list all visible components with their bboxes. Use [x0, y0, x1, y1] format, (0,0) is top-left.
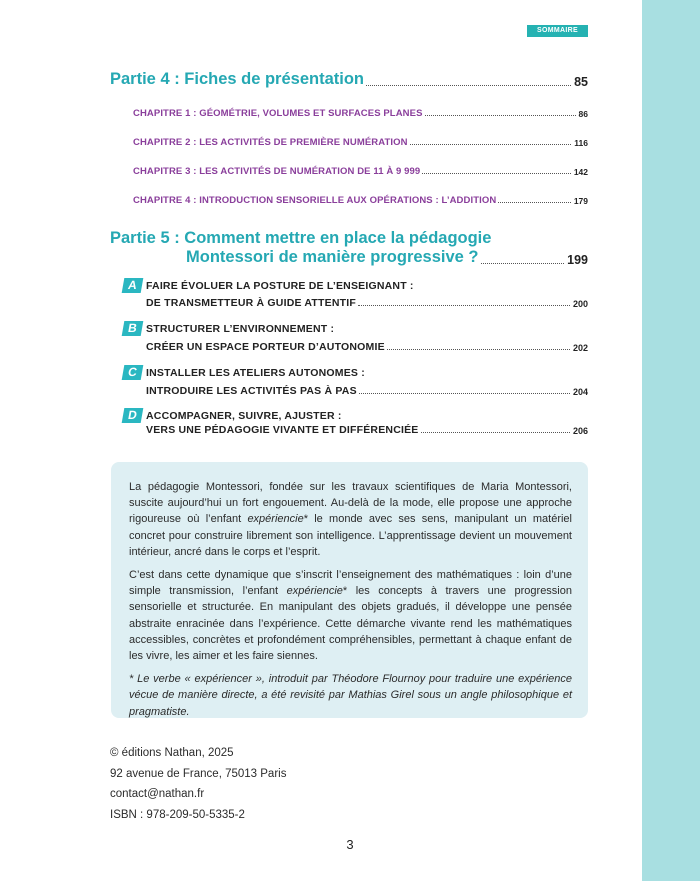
- part4-entry[interactable]: [110, 70, 588, 89]
- chapter-label: CHAPITRE 1 : GÉOMÉTRIE, VOLUMES ET SURFACES PLANES: [133, 108, 423, 119]
- dot-leader: [366, 85, 571, 86]
- intro-p2-text-a: C’est dans cette dynamique que s’inscrit l’enseignement des mathématiques : loin d’une simple transmission, l’enfant: [129, 569, 572, 598]
- dot-leader: [425, 115, 576, 116]
- chapter-entry-4[interactable]: [133, 195, 588, 206]
- section-b-entry[interactable]: [146, 341, 588, 353]
- section-badge-b: B: [122, 321, 144, 336]
- chapter-label: CHAPITRE 3 : LES ACTIVITÉS DE NUMÉRATION DE 11 À 9 999: [133, 166, 421, 177]
- section-page: 206: [572, 426, 588, 436]
- section-b-line2: CRÉER UN ESPACE PORTEUR D’AUTONOMIE: [146, 341, 385, 353]
- chapter-label: CHAPITRE 4 : INTRODUCTION SENSORIELLE AUX OPÉRATIONS : L’ADDITION: [133, 195, 497, 206]
- intro-p2-emphasis: expériencie: [286, 585, 343, 598]
- sommaire-tag: SOMMAIRE: [527, 25, 588, 37]
- address-line: 92 avenue de France, 75013 Paris: [110, 767, 287, 780]
- dot-leader: [359, 393, 570, 394]
- intro-box: [111, 462, 588, 718]
- dot-leader: [498, 202, 571, 203]
- section-a-entry[interactable]: [146, 297, 588, 309]
- dot-leader: [358, 305, 570, 306]
- intro-p2-text-b: * les concepts à travers une progression sensorielle et structurée. En manipulant des objets gradués, il développe une pensée abstraite enracinée dans l’expérience. Cette démarche vivante rend les mathématiques accessibles, concrètes et profondément compréhensibles, permettant à chaque enfant de les vivre, les aimer et les faire siennes.: [129, 585, 572, 663]
- intro-p1-text-b: * le monde avec ses sens, manipulant un matériel concret pour construire librement son intelligence. L’apprentissage devient un mouvement intérieur, ancré dans le corps et l’esprit.: [129, 513, 572, 558]
- part4-title: Partie 4 : Fiches de présentation: [110, 70, 364, 88]
- intro-paragraph-2: [129, 567, 572, 664]
- section-a-line1: FAIRE ÉVOLUER LA POSTURE DE L’ENSEIGNANT :: [146, 280, 414, 292]
- section-badge-c: C: [122, 365, 144, 380]
- section-page: 202: [572, 343, 588, 353]
- section-c-entry[interactable]: [146, 385, 588, 397]
- section-d-line2: VERS UNE PÉDAGOGIE VIVANTE ET DIFFÉRENCIÉE: [146, 424, 419, 436]
- chapter-page: 179: [573, 196, 588, 206]
- section-page: 204: [572, 387, 588, 397]
- copyright-line: © éditions Nathan, 2025: [110, 747, 234, 759]
- intro-text: [129, 479, 572, 727]
- intro-p1-emphasis: expériencie: [247, 513, 304, 526]
- intro-p1-text-a: La pédagogie Montessori, fondée sur les travaux scientifiques de Maria Montessori, suscite aujourd’hui un fort engouement. Au-delà de la mode, elle propose une approche rigoureuse où l’enfant: [129, 481, 572, 526]
- chapter-entry-3[interactable]: [133, 166, 588, 177]
- side-color-band: [642, 0, 700, 881]
- section-page: 200: [572, 299, 588, 309]
- chapter-entry-1[interactable]: [133, 108, 588, 119]
- dot-leader: [421, 432, 570, 433]
- part5-page: 199: [567, 253, 588, 267]
- dot-leader: [387, 349, 570, 350]
- email-link[interactable]: contact@nathan.fr: [110, 788, 205, 800]
- isbn-line: ISBN : 978-209-50-5335-2: [110, 808, 245, 821]
- section-d-entry[interactable]: [146, 424, 588, 436]
- dot-leader: [422, 173, 571, 174]
- chapter-entry-2[interactable]: [133, 137, 588, 148]
- chapter-page: 142: [573, 167, 588, 177]
- section-b-line1: STRUCTURER L’ENVIRONNEMENT :: [146, 323, 335, 335]
- section-c-line2: INTRODUIRE LES ACTIVITÉS PAS À PAS: [146, 385, 357, 397]
- section-d-line1: ACCOMPAGNER, SUIVRE, AJUSTER :: [146, 410, 342, 422]
- section-a-line2: DE TRANSMETTEUR À GUIDE ATTENTIF: [146, 297, 356, 309]
- part5-title-line1: Partie 5 : Comment mettre en place la pédagogie: [110, 229, 492, 247]
- chapter-page: 116: [574, 138, 588, 148]
- part5-title-line2: Montessori de manière progressive ?: [186, 248, 479, 266]
- dot-leader: [481, 263, 565, 264]
- part5-entry[interactable]: [186, 248, 588, 267]
- dot-leader: [410, 144, 572, 145]
- page-number: 3: [346, 837, 354, 852]
- section-badge-a: A: [122, 278, 144, 293]
- chapter-page: 86: [578, 109, 588, 119]
- section-badge-d: D: [122, 408, 144, 423]
- chapter-label: CHAPITRE 2 : LES ACTIVITÉS DE PREMIÈRE NUMÉRATION: [133, 137, 408, 148]
- section-c-line1: INSTALLER LES ATELIERS AUTONOMES :: [146, 367, 365, 379]
- intro-paragraph-1: [129, 479, 572, 560]
- intro-footnote: * Le verbe « expériencer », introduit par Théodore Flournoy pour traduire une expérience vécue de manière directe, a été revisité par Mathias Girel sous un angle philosophique et pragmatiste.: [129, 673, 572, 718]
- publisher-credits: [110, 743, 286, 825]
- part4-page: 85: [574, 75, 588, 89]
